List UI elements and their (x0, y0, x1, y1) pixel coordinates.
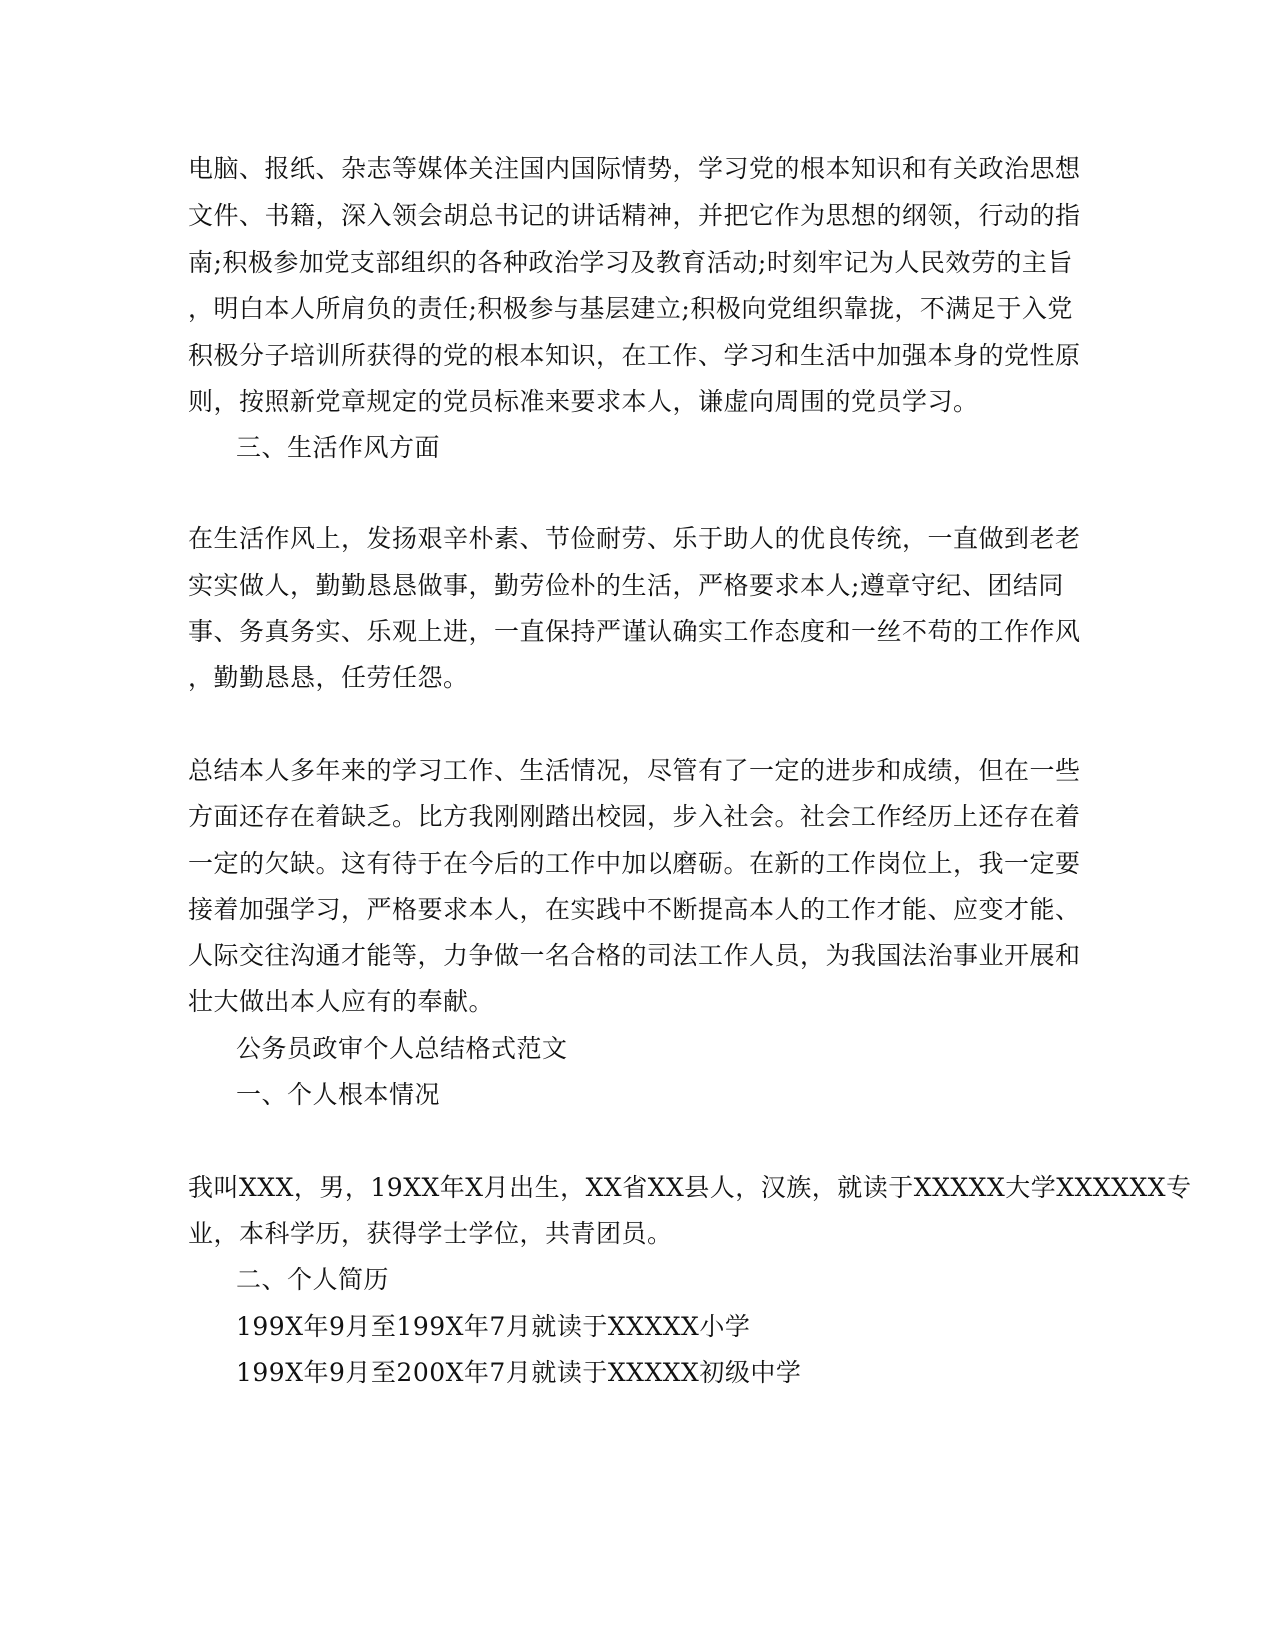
paragraph-line: 事、务真务实、乐观上进，一直保持严谨认确实工作态度和一丝不苟的工作作风 (188, 617, 1081, 646)
resume-item: 199X年9月至200X年7月就读于XXXXX初级中学 (236, 1358, 802, 1387)
paragraph-line: 业，本科学历，获得学士学位，共青团员。 (188, 1219, 673, 1248)
paragraph-line: 接着加强学习，严格要求本人，在实践中不断提高本人的工作才能、应变才能、 (188, 895, 1081, 924)
paragraph-line: 实实做人，勤勤恳恳做事，勤劳俭朴的生活，严格要求本人;遵章守纪、团结同 (188, 571, 1064, 600)
document-title: 公务员政审个人总结格式范文 (236, 1034, 568, 1063)
paragraph-line: 则，按照新党章规定的党员标准来要求本人，谦虚向周围的党员学习。 (188, 387, 979, 416)
section-heading-resume: 二、个人简历 (236, 1265, 390, 1294)
paragraph-line: 文件、书籍，深入领会胡总书记的讲话精神，并把它作为思想的纲领，行动的指 (188, 201, 1081, 230)
paragraph-line: 我叫XXX，男，19XX年X月出生，XX省XX县人，汉族，就读于XXXXX大学XXXXXX专 (188, 1173, 1192, 1202)
paragraph-line: 在生活作风上，发扬艰辛朴素、节俭耐劳、乐于助人的优良传统，一直做到老老 (188, 524, 1081, 553)
paragraph-line: 积极分子培训所获得的党的根本知识，在工作、学习和生活中加强本身的党性原 (188, 341, 1081, 370)
resume-item: 199X年9月至199X年7月就读于XXXXX小学 (236, 1312, 751, 1341)
paragraph-line: 一定的欠缺。这有待于在今后的工作中加以磨砺。在新的工作岗位上，我一定要 (188, 849, 1081, 878)
section-heading-life-style: 三、生活作风方面 (236, 433, 441, 462)
paragraph-line: 总结本人多年来的学习工作、生活情况，尽管有了一定的进步和成绩，但在一些 (188, 756, 1081, 785)
paragraph-line: 电脑、报纸、杂志等媒体关注国内国际情势，学习党的根本知识和有关政治思想 (188, 154, 1081, 183)
paragraph-line: ，勤勤恳恳，任劳任怨。 (188, 663, 469, 692)
section-heading-basic-info: 一、个人根本情况 (236, 1080, 441, 1109)
paragraph-line: 人际交往沟通才能等，力争做一名合格的司法工作人员，为我国法治事业开展和 (188, 941, 1081, 970)
paragraph-line: 方面还存在着缺乏。比方我刚刚踏出校园，步入社会。社会工作经历上还存在着 (188, 802, 1081, 831)
paragraph-line: 南;积极参加党支部组织的各种政治学习及教育活动;时刻牢记为人民效劳的主旨 (188, 248, 1073, 277)
paragraph-line: ，明白本人所肩负的责任;积极参与基层建立;积极向党组织靠拢，不满足于入党 (188, 294, 1073, 323)
paragraph-line: 壮大做出本人应有的奉献。 (188, 987, 495, 1016)
